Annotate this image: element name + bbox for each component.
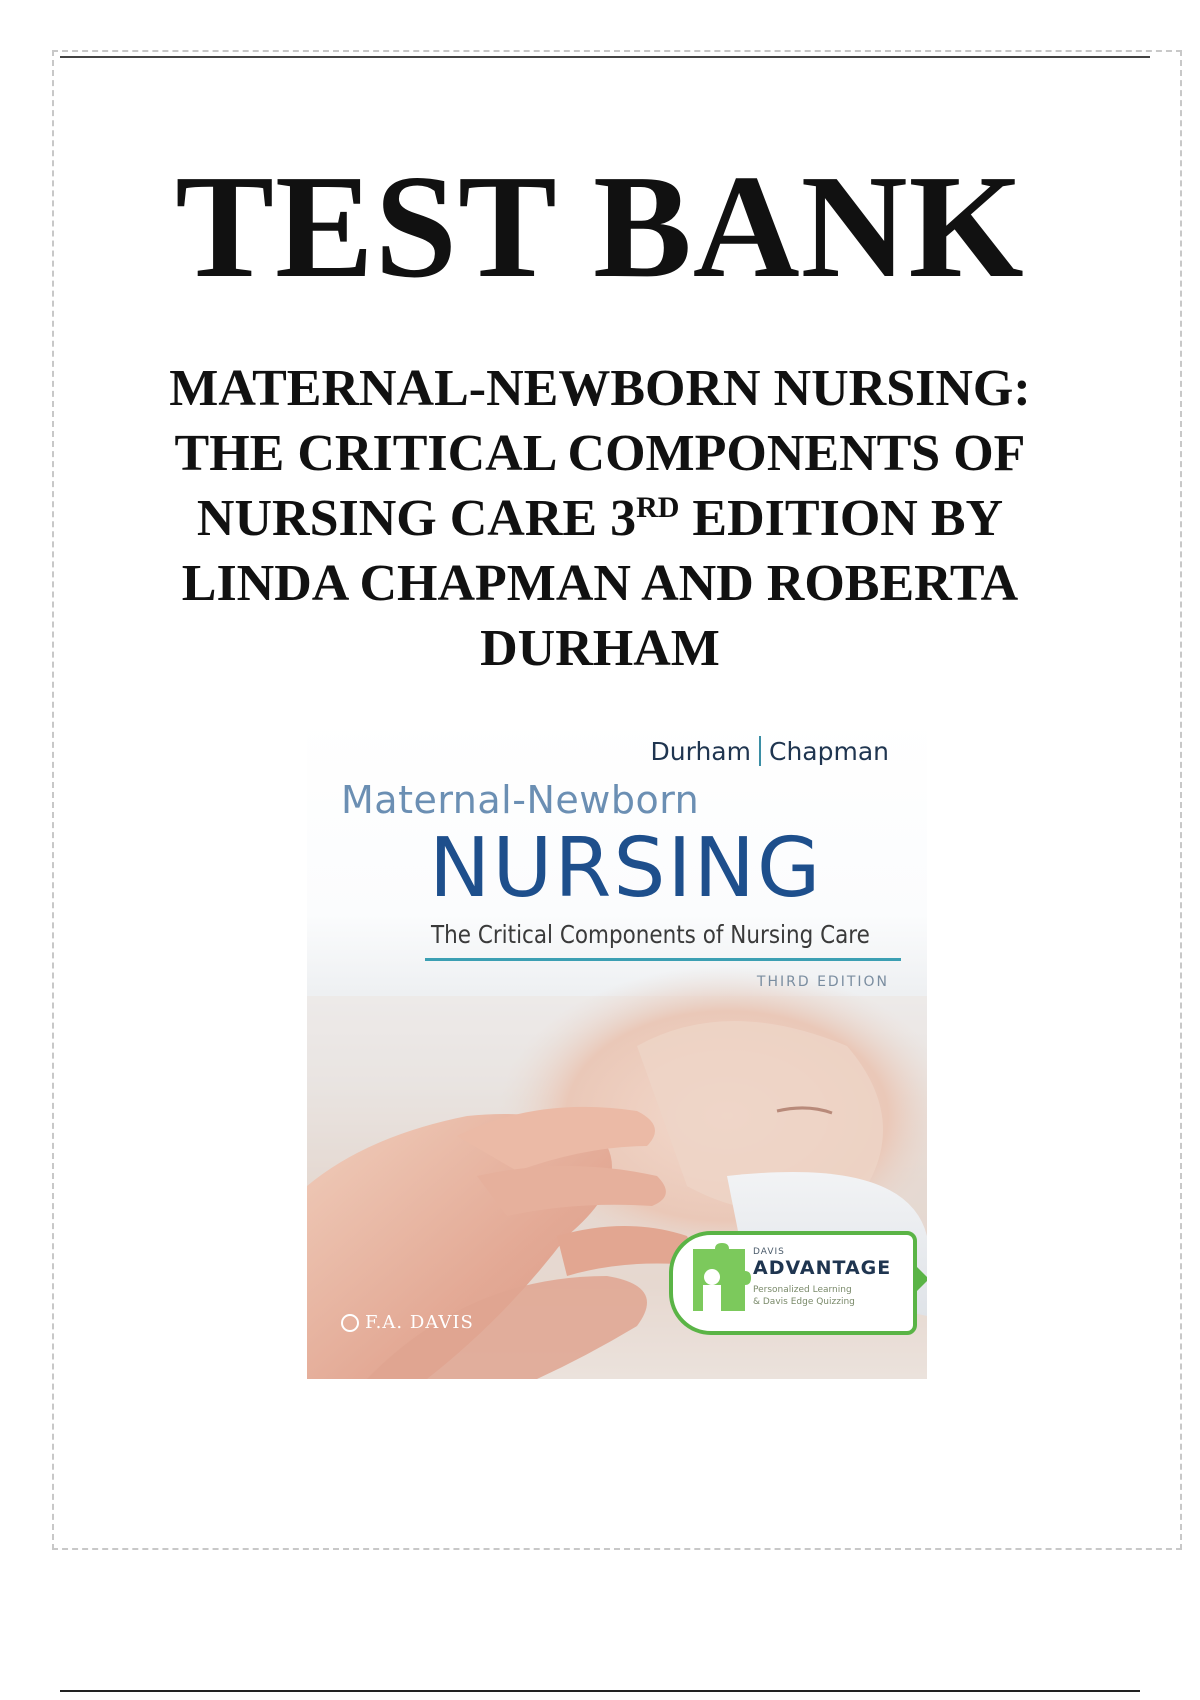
ordinal-suffix: RD [636, 491, 680, 524]
subtitle-line-2: THE CRITICAL COMPONENTS OF [174, 425, 1026, 482]
badge-main-label: ADVANTAGE [753, 1257, 892, 1279]
cover-author-1: Durham [650, 737, 751, 766]
arrow-icon [915, 1265, 927, 1293]
puzzle-icon [681, 1243, 751, 1323]
cover-author-2: Chapman [768, 737, 889, 766]
cover-divider [425, 958, 901, 961]
cover-subtitle: The Critical Components of Nursing Care [431, 920, 870, 949]
badge-line-1: Personalized Learning [753, 1285, 852, 1295]
subtitle-line-3-start: NURSING CARE 3 [196, 490, 637, 547]
page-title: TEST BANK [175, 145, 1025, 309]
cover-main-title: NURSING [429, 821, 823, 916]
publisher-emblem-icon [341, 1314, 359, 1332]
book-cover-image [307, 716, 927, 1379]
subtitle-line-1: MATERNAL-NEWBORN NURSING: [169, 360, 1031, 417]
subtitle-line-4: LINDA CHAPMAN AND ROBERTA [181, 555, 1019, 612]
cover-edition: THIRD EDITION [756, 974, 889, 990]
davis-advantage-badge [669, 1231, 917, 1335]
cover-authors [651, 736, 889, 766]
subtitle-line-3 [0, 486, 1200, 551]
top-rule [60, 56, 1150, 58]
badge-small-label: DAVIS [753, 1247, 785, 1257]
subtitle-line-5: DURHAM [480, 620, 720, 677]
publisher-logo [341, 1312, 474, 1333]
book-title-block [0, 356, 1200, 681]
badge-line-2: & Davis Edge Quizzing [753, 1297, 855, 1307]
bottom-rule [60, 1690, 1140, 1692]
publisher-name: F.A. DAVIS [365, 1312, 474, 1333]
cover-series-title: Maternal-Newborn [341, 778, 700, 822]
subtitle-line-3-end: EDITION BY [679, 490, 1004, 547]
author-divider [759, 736, 761, 766]
